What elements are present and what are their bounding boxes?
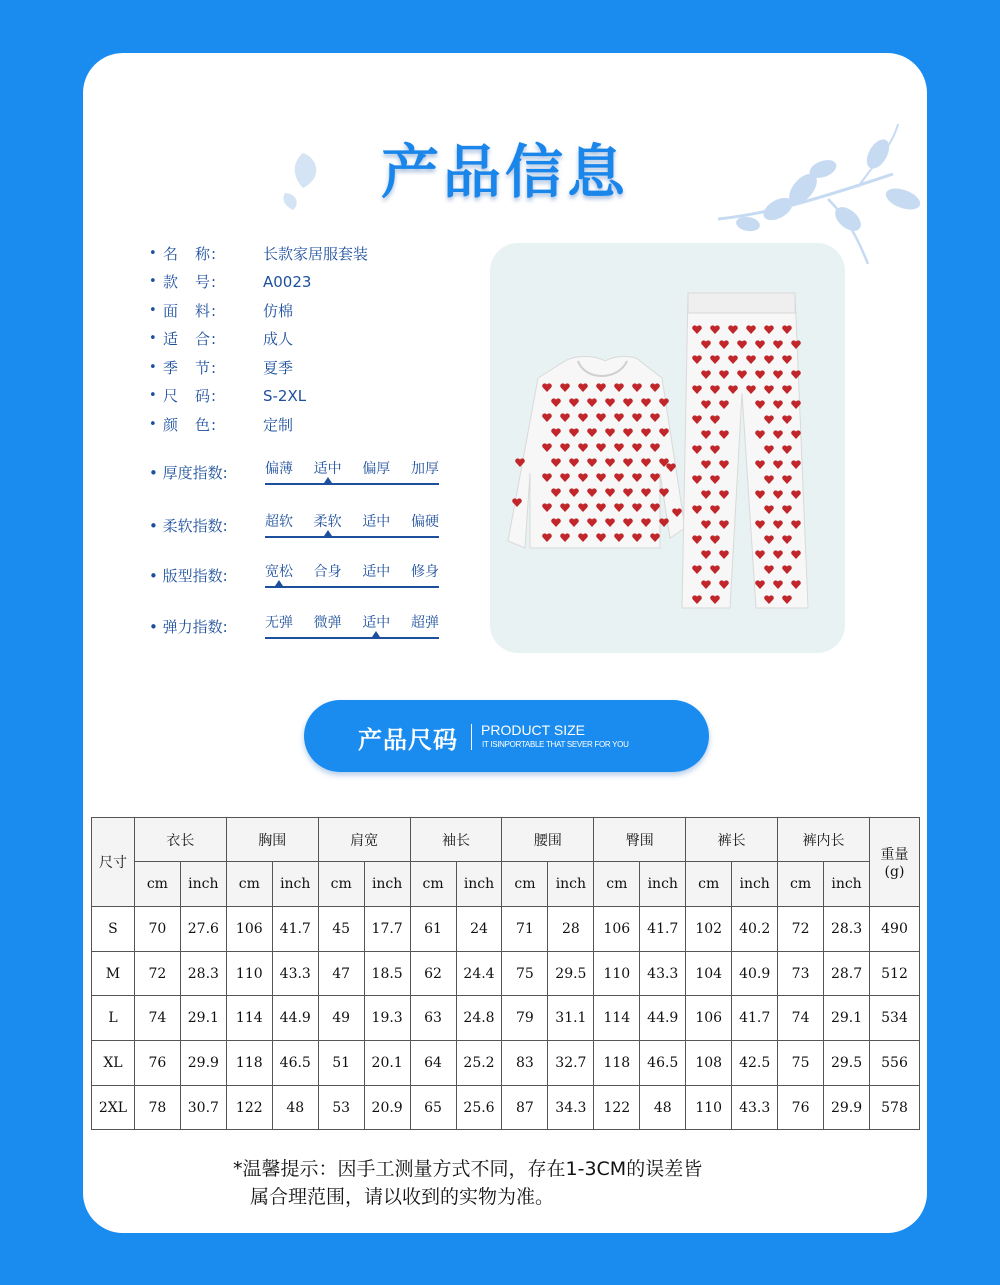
- table-cell: 79: [502, 996, 548, 1041]
- table-cell: 53: [318, 1085, 364, 1130]
- table-row: [92, 1041, 920, 1086]
- table-cell: 20.9: [364, 1085, 410, 1130]
- table-cell: 34.3: [548, 1085, 594, 1130]
- table-cell: 48: [640, 1085, 686, 1130]
- table-cell: 578: [870, 1085, 920, 1130]
- table-cell: 74: [134, 996, 180, 1041]
- info-row-style-number: • 款 号: A0023: [149, 272, 312, 292]
- info-row-suitable: • 适 合: 成人: [149, 330, 294, 349]
- size-table: [91, 817, 920, 1130]
- table-cell: 43.3: [732, 1085, 778, 1130]
- table-cell: 29.5: [824, 1041, 870, 1086]
- size-table-body: [92, 907, 920, 1130]
- table-cell: 108: [686, 1041, 732, 1086]
- table-cell: 30.7: [180, 1085, 226, 1130]
- table-cell: 63: [410, 996, 456, 1041]
- softness-index: • 柔软指数: 超软 柔软 适中 偏硬: [149, 511, 439, 545]
- info-row-fabric: • 面 料: 仿棉: [149, 301, 294, 320]
- size-table-header-units: cm inch cm inch cm inch cm inch cm inch cm inch cm inch cm inch: [92, 862, 920, 907]
- table-cell: 534: [870, 996, 920, 1041]
- table-cell: 28: [548, 907, 594, 952]
- table-cell: 556: [870, 1041, 920, 1086]
- table-cell: 29.9: [824, 1085, 870, 1130]
- table-cell: 102: [686, 907, 732, 952]
- softness-marker: [324, 530, 332, 536]
- table-cell: 72: [778, 907, 824, 952]
- size-table-header-groups: 尺寸 衣长 胸围 肩宽 袖长 腰围 臀围 裤长 裤内长 重量 (g): [92, 818, 920, 862]
- table-cell: 46.5: [272, 1041, 318, 1086]
- table-cell: 72: [134, 951, 180, 996]
- table-cell: 29.9: [180, 1041, 226, 1086]
- fit-index: • 版型指数: 宽松 合身 适中 修身: [149, 561, 439, 595]
- table-cell: 78: [134, 1085, 180, 1130]
- table-cell: 104: [686, 951, 732, 996]
- table-cell: 106: [226, 907, 272, 952]
- table-cell: 28.7: [824, 951, 870, 996]
- table-cell: 114: [226, 996, 272, 1041]
- table-cell: 24.4: [456, 951, 502, 996]
- table-cell: 25.6: [456, 1085, 502, 1130]
- table-cell: 83: [502, 1041, 548, 1086]
- table-cell: 46.5: [640, 1041, 686, 1086]
- product-size-banner: 产品尺码 PRODUCT SIZE IT ISINPORTABLE THAT SEVER FOR YOU: [304, 700, 709, 772]
- table-cell: 87: [502, 1085, 548, 1130]
- table-cell: 40.9: [732, 951, 778, 996]
- table-cell: 61: [410, 907, 456, 952]
- table-cell: 64: [410, 1041, 456, 1086]
- table-cell: 49: [318, 996, 364, 1041]
- elasticity-scale: 无弹 微弹 适中 超弹: [265, 612, 439, 646]
- size-label-cell: L: [92, 996, 135, 1041]
- table-cell: 44.9: [272, 996, 318, 1041]
- product-photo: [490, 243, 845, 653]
- table-cell: 118: [594, 1041, 640, 1086]
- table-row: [92, 907, 920, 952]
- table-cell: 42.5: [732, 1041, 778, 1086]
- table-cell: 114: [594, 996, 640, 1041]
- product-card: [83, 53, 927, 1233]
- table-cell: 40.2: [732, 907, 778, 952]
- table-cell: 65: [410, 1085, 456, 1130]
- table-cell: 76: [134, 1041, 180, 1086]
- thickness-marker: [324, 477, 332, 483]
- table-cell: 122: [226, 1085, 272, 1130]
- elasticity-index: • 弹力指数: 无弹 微弹 适中 超弹: [149, 612, 439, 646]
- table-row: [92, 951, 920, 996]
- size-label-cell: 2XL: [92, 1085, 135, 1130]
- table-cell: 32.7: [548, 1041, 594, 1086]
- info-row-season: • 季 节: 夏季: [149, 358, 294, 377]
- table-row: [92, 996, 920, 1041]
- table-cell: 29.5: [548, 951, 594, 996]
- fit-marker: [275, 580, 283, 586]
- info-row-size: • 尺 码: S-2XL: [149, 386, 307, 406]
- table-cell: 47: [318, 951, 364, 996]
- fit-scale: 宽松 合身 适中 修身: [265, 561, 439, 595]
- table-cell: 62: [410, 951, 456, 996]
- size-label-cell: M: [92, 951, 135, 996]
- table-cell: 110: [594, 951, 640, 996]
- table-cell: 28.3: [180, 951, 226, 996]
- table-cell: 75: [778, 1041, 824, 1086]
- table-cell: 29.1: [824, 996, 870, 1041]
- table-cell: 31.1: [548, 996, 594, 1041]
- weight-header: 重量 (g): [870, 818, 920, 907]
- thickness-scale: 偏薄 适中 偏厚 加厚: [265, 458, 439, 492]
- table-cell: 41.7: [640, 907, 686, 952]
- table-cell: 27.6: [180, 907, 226, 952]
- table-cell: 110: [226, 951, 272, 996]
- thickness-index: • 厚度指数: 偏薄 适中 偏厚 加厚: [149, 458, 439, 492]
- table-cell: 28.3: [824, 907, 870, 952]
- table-cell: 118: [226, 1041, 272, 1086]
- size-label-cell: S: [92, 907, 135, 952]
- table-cell: 18.5: [364, 951, 410, 996]
- info-row-name: • 名 称: 长款家居服套装: [149, 244, 369, 263]
- pajama-illustration: [490, 243, 845, 653]
- page-title: 产品信息: [380, 138, 629, 206]
- table-cell: 122: [594, 1085, 640, 1130]
- table-cell: 75: [502, 951, 548, 996]
- table-cell: 19.3: [364, 996, 410, 1041]
- table-cell: 41.7: [272, 907, 318, 952]
- table-cell: 110: [686, 1085, 732, 1130]
- size-header: 尺寸: [92, 818, 135, 907]
- table-cell: 70: [134, 907, 180, 952]
- elasticity-marker: [372, 631, 380, 637]
- table-cell: 106: [686, 996, 732, 1041]
- table-cell: 51: [318, 1041, 364, 1086]
- size-label-cell: XL: [92, 1041, 135, 1086]
- measurement-note: *温馨提示：因手工测量方式不同，存在1-3CM的误差皆 属合理范围，请以收到的实物为准。: [233, 1158, 703, 1208]
- product-info-list: [149, 239, 368, 439]
- table-row: [92, 1085, 920, 1130]
- table-cell: 76: [778, 1085, 824, 1130]
- table-cell: 43.3: [272, 951, 318, 996]
- table-cell: 43.3: [640, 951, 686, 996]
- table-cell: 512: [870, 951, 920, 996]
- table-cell: 74: [778, 996, 824, 1041]
- table-cell: 29.1: [180, 996, 226, 1041]
- table-cell: 25.2: [456, 1041, 502, 1086]
- table-cell: 73: [778, 951, 824, 996]
- table-cell: 24: [456, 907, 502, 952]
- table-cell: 20.1: [364, 1041, 410, 1086]
- table-cell: 45: [318, 907, 364, 952]
- softness-scale: 超软 柔软 适中 偏硬: [265, 511, 439, 545]
- table-cell: 17.7: [364, 907, 410, 952]
- table-cell: 106: [594, 907, 640, 952]
- info-row-color: • 颜 色: 定制: [149, 415, 294, 434]
- table-cell: 490: [870, 907, 920, 952]
- table-cell: 71: [502, 907, 548, 952]
- table-cell: 24.8: [456, 996, 502, 1041]
- table-cell: 48: [272, 1085, 318, 1130]
- table-cell: 44.9: [640, 996, 686, 1041]
- table-cell: 41.7: [732, 996, 778, 1041]
